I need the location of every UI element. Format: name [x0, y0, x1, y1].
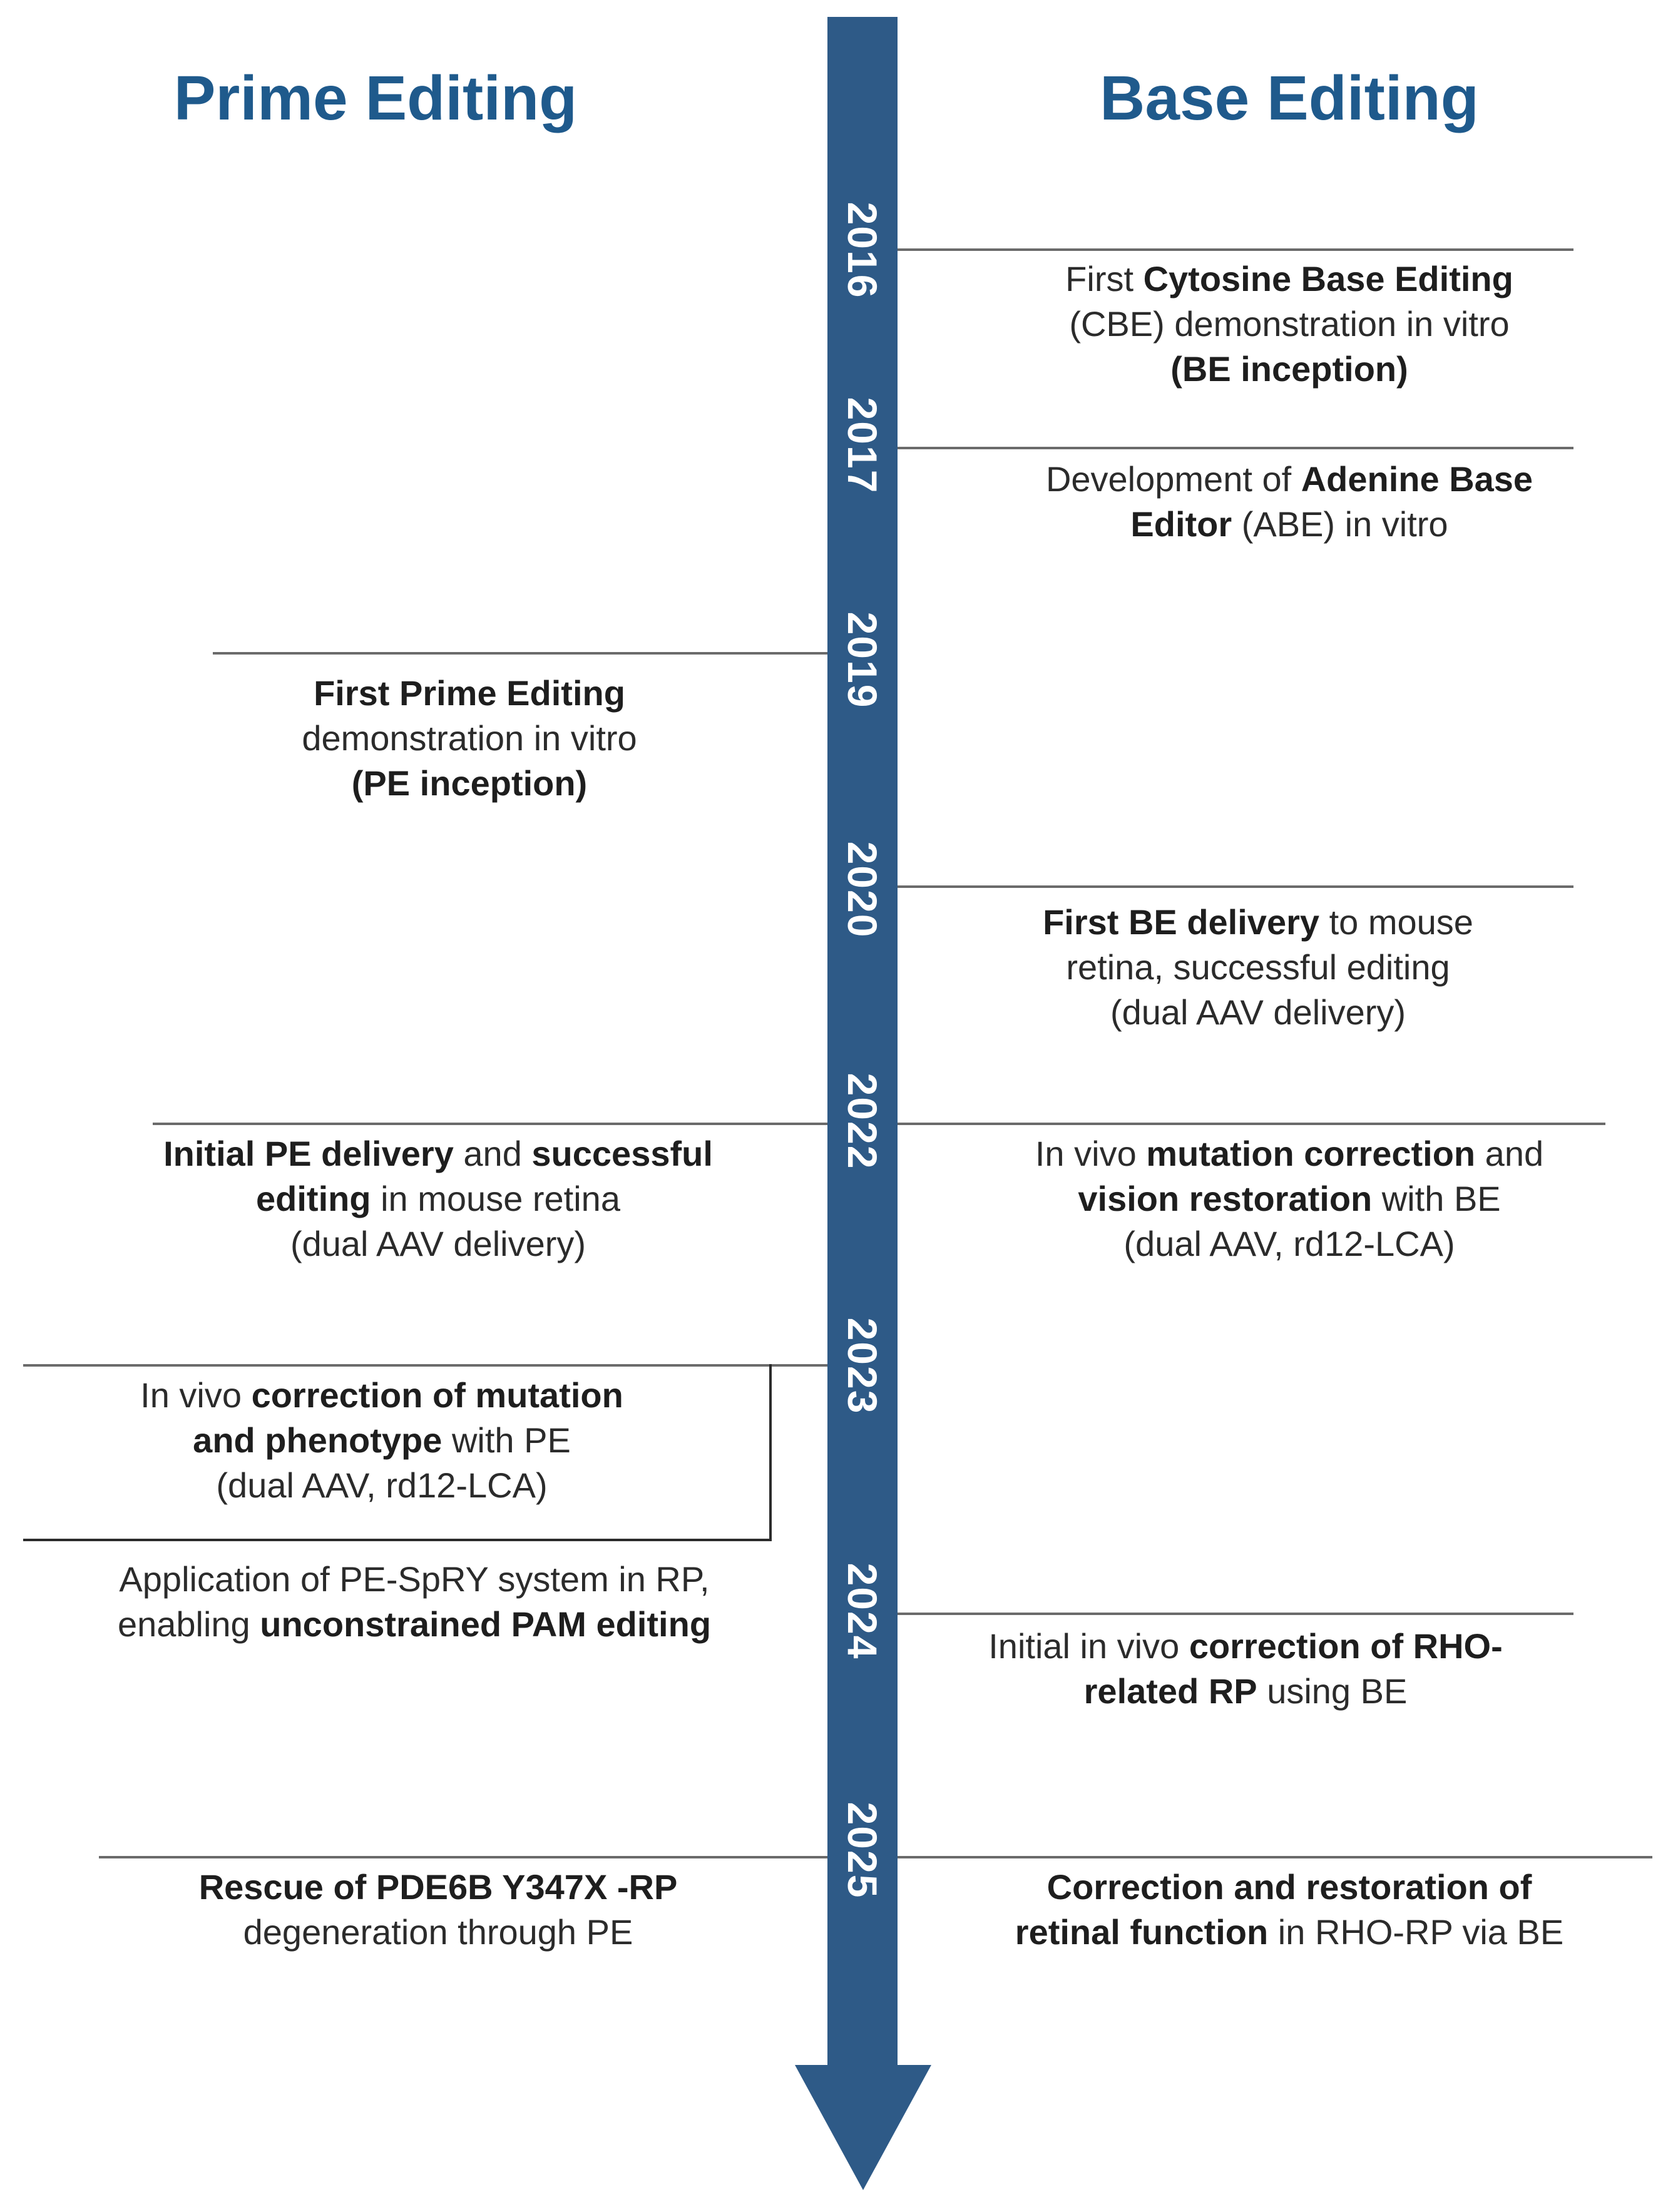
event-text: (dual AAV delivery): [1110, 992, 1406, 1032]
event-line: [976, 1131, 1602, 1176]
event-text-bold: Rescue of PDE6B Y347X -RP: [198, 1867, 678, 1907]
year-label-2023: 2023: [839, 1317, 886, 1415]
event-line: [976, 1176, 1602, 1221]
event-text: using BE: [1257, 1671, 1408, 1711]
base-editing-heading: Base Editing: [1100, 63, 1479, 133]
event-text-bold: correction of RHO-: [1189, 1626, 1503, 1666]
event-text: Initial in vivo: [988, 1626, 1189, 1666]
event-line: [945, 945, 1571, 990]
event-line: [976, 457, 1602, 502]
event-pe-2019-inception: [156, 671, 782, 806]
year-label-2022: 2022: [839, 1073, 886, 1170]
event-text-bold: First Prime Editing: [314, 673, 625, 713]
event-line: [125, 1910, 751, 1955]
event-text: (dual AAV, rd12-LCA): [216, 1465, 548, 1505]
connector-be-2024: [898, 1613, 1573, 1615]
year-label-2020: 2020: [839, 841, 886, 939]
event-text-bold: and phenotype: [193, 1420, 443, 1460]
connector-be-2016: [898, 248, 1573, 251]
event-line: [125, 1221, 751, 1267]
event-pe-2023-correction: [69, 1373, 695, 1508]
event-pe-2024-spry: [45, 1557, 784, 1647]
event-text: and: [453, 1134, 532, 1173]
event-be-2025-rho-rp: [976, 1865, 1602, 1955]
event-text: (dual AAV delivery): [290, 1224, 586, 1263]
event-text: and: [1475, 1134, 1544, 1173]
connector-pe-2025: [99, 1856, 827, 1858]
event-text: enabling: [117, 1604, 260, 1644]
event-line: [976, 302, 1602, 347]
event-line: [976, 347, 1602, 392]
event-be-2020-delivery: [945, 900, 1571, 1035]
event-line: [69, 1418, 695, 1463]
event-pe-2025-rescue: [125, 1865, 751, 1955]
connector-pe-2023: [23, 1364, 827, 1367]
event-text-bold: Adenine Base: [1301, 459, 1533, 499]
event-text: demonstration in vitro: [302, 718, 637, 758]
event-text-bold: Correction and restoration of: [1046, 1867, 1532, 1907]
event-line: [976, 1910, 1602, 1955]
event-line: [125, 1865, 751, 1910]
year-label-2025: 2025: [839, 1802, 886, 1899]
event-line: [976, 502, 1602, 547]
connector-be-2025: [898, 1856, 1652, 1858]
event-text: First: [1065, 259, 1143, 298]
event-text: In vivo: [140, 1375, 252, 1415]
event-text-bold: (BE inception): [1170, 349, 1408, 389]
event-text: retina, successful editing: [1066, 947, 1450, 987]
event-pe-2022-delivery: [125, 1131, 751, 1267]
event-line: [933, 1669, 1558, 1714]
year-label-2016: 2016: [839, 201, 886, 299]
event-be-2024-rho: [933, 1624, 1558, 1714]
event-line: [45, 1602, 784, 1647]
event-text: Development of: [1045, 459, 1301, 499]
event-line: [945, 990, 1571, 1035]
bracket-pe-2023-vertical: [769, 1364, 772, 1541]
connector-pe-2019: [213, 652, 827, 655]
event-text-bold: mutation correction: [1146, 1134, 1476, 1173]
connector-be-2022: [898, 1123, 1605, 1125]
event-text-bold: successful: [531, 1134, 713, 1173]
event-line: [945, 900, 1571, 945]
bracket-pe-2023-bottom: [23, 1539, 772, 1541]
event-line: [933, 1624, 1558, 1669]
event-line: [976, 1865, 1602, 1910]
event-line: [156, 716, 782, 761]
event-be-2017-abe: [976, 457, 1602, 547]
event-text-bold: Cytosine Base Editing: [1143, 259, 1513, 298]
connector-pe-2022: [153, 1123, 827, 1125]
event-be-2022-vision: [976, 1131, 1602, 1267]
event-text-bold: retinal function: [1015, 1912, 1269, 1952]
event-line: [69, 1463, 695, 1508]
event-line: [156, 761, 782, 806]
prime-editing-heading: Prime Editing: [173, 63, 578, 133]
event-text: in RHO-RP via BE: [1268, 1912, 1564, 1952]
event-text-bold: Editor: [1130, 504, 1232, 544]
event-text-bold: Initial PE delivery: [163, 1134, 454, 1173]
event-text: (dual AAV, rd12-LCA): [1123, 1224, 1455, 1263]
event-line: [125, 1131, 751, 1176]
event-text: Application of PE-SpRY system in RP,: [119, 1559, 710, 1599]
year-label-2017: 2017: [839, 397, 886, 494]
year-label-2024: 2024: [839, 1562, 886, 1660]
event-line: [45, 1557, 784, 1602]
event-text: in mouse retina: [371, 1179, 620, 1218]
event-text-bold: First BE delivery: [1043, 902, 1320, 942]
event-text: to mouse: [1319, 902, 1473, 942]
event-line: [125, 1176, 751, 1221]
event-line: [156, 671, 782, 716]
event-text: (CBE) demonstration in vitro: [1069, 304, 1510, 344]
connector-be-2020: [898, 885, 1573, 888]
event-text-bold: unconstrained PAM editing: [260, 1604, 712, 1644]
connector-be-2017: [898, 447, 1573, 449]
event-line: [976, 1221, 1602, 1267]
year-label-2019: 2019: [839, 611, 886, 709]
event-line: [69, 1373, 695, 1418]
event-text: degeneration through PE: [243, 1912, 633, 1952]
event-text-bold: vision restoration: [1078, 1179, 1373, 1218]
event-text: (ABE) in vitro: [1232, 504, 1448, 544]
event-text: with PE: [442, 1420, 571, 1460]
event-text-bold: related RP: [1083, 1671, 1257, 1711]
event-text-bold: correction of mutation: [251, 1375, 623, 1415]
event-text: In vivo: [1035, 1134, 1147, 1173]
event-text: with BE: [1372, 1179, 1501, 1218]
event-text-bold: editing: [256, 1179, 371, 1218]
event-be-2016-cbe: [976, 257, 1602, 392]
event-line: [976, 257, 1602, 302]
event-text-bold: (PE inception): [351, 763, 588, 803]
